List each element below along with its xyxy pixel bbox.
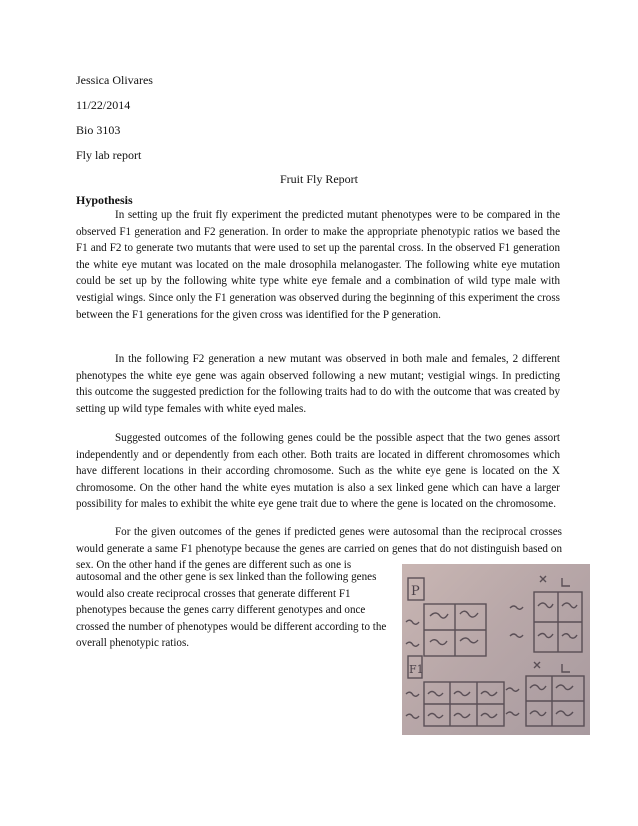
paragraph-3: Suggested outcomes of the following genes could be the possible aspect that the two genes assort independently and or dependently from each other. Both traits are located in different chromosomes which have different locations in their according chromosome. Such as the white eye gene is located on the X chromosome. On the other hand the white eyes mutation is also a sex linked gene which can have a larger possibility for males to exhibit the white eye gene trait due to where the gene is located on the chromosome. [76, 432, 560, 511]
report-date: 11/22/2014 [76, 98, 131, 112]
paragraph-4: For the given outcomes of the genes if predicted genes were autosomal than the reciprocal crosses would generate a same F1 phenotype because the genes are carried on genes that do not distinguish based on sex. On the other hand if the genes are different such as one is [76, 526, 562, 572]
paragraph-2: In the following F2 generation a new mutant was observed in both male and females, 2 different phenotypes the white eye gene was again observed following a new mutant; vestigial wings. In predicting this outcome the suggested prediction for the following traits had to do with the outcome that was created by setting up wild type females with white eyed males. [76, 353, 560, 415]
f1-generation-label: F1 [409, 663, 424, 676]
document-title: Fruit Fly Report [279, 172, 358, 186]
punnett-square-photo [402, 564, 590, 735]
p-generation-label: P [411, 584, 420, 599]
paragraph-4-continued: autosomal and the other gene is sex linked than the following genes would also create reciprocal crosses that generate different F1 phenotypes because the genes carry different genotypes and once crossed the number of phenotypes would be different according to the overall phenotypic ratios. [76, 571, 387, 650]
punnett-square-sketch [402, 564, 590, 735]
paragraph-1: In setting up the fruit fly experiment the predicted mutant phenotypes were to be compared in the observed F1 generation and F2 generation. In order to make the appropriate phenotypic ratios we based the F1 and F2 to generate two mutants that were used to set up the parental cross. In the observed F1 generation the white eye mutant was located on the male drosophila melanogaster. The following white eye mutation could be set up by the following white type white eye female and a combination of wild type male with vestigial wings. Since only the F1 generation was observed during the beginning of this experiment the cross between the F1 generations for the given cross was identified for the P generation. [76, 209, 560, 321]
course-code: Bio 3103 [76, 123, 121, 137]
section-heading: Hypothesis [76, 193, 133, 207]
author-name: Jessica Olivares [76, 73, 153, 87]
report-type: Fly lab report [76, 148, 142, 162]
